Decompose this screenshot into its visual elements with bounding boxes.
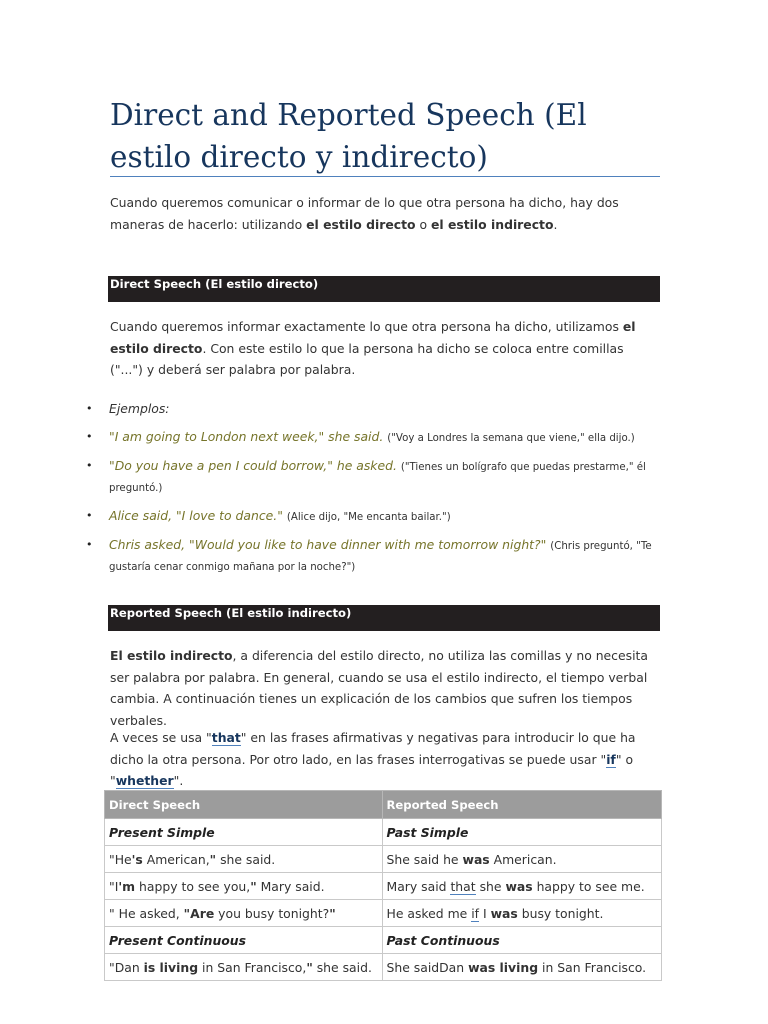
list-item [86,506,662,527]
bold-term: el estilo directo [306,216,416,232]
table-cell: Mary said that she was happy to see me. [382,873,662,900]
page-title: Direct and Reported Speech (El estilo directo y indirecto) [110,98,587,174]
section-heading-reported: Reported Speech (El estilo indirecto) [108,605,660,631]
table-row [105,873,662,900]
column-header-direct: Direct Speech [105,791,383,819]
keyword-if: if [606,751,616,767]
table-row [105,954,662,981]
table-cell: "Dan is living in San Francisco," she said. [105,954,383,981]
tense-label: Past Continuous [382,927,662,954]
list-item [86,456,662,498]
bold-term: el estilo indirecto [431,216,554,232]
table-cell: " He asked, "Are you busy tonight?" [105,900,383,927]
list-item [86,535,662,577]
table-row [105,927,662,954]
example-translation: ("Voy a Londres la semana que viene," ella dijo.) [387,433,635,444]
list-item [86,399,662,418]
title-divider [110,176,660,177]
tense-table [104,790,662,981]
table-cell: He asked me if I was busy tonight. [382,900,662,927]
bold-term: El estilo indirecto [110,648,233,663]
column-header-reported: Reported Speech [382,791,662,819]
table-row [105,900,662,927]
tense-label: Present Continuous [105,927,383,954]
example-quote: "I am going to London next week," she said. [109,429,384,444]
table-cell: "He's American," she said. [105,846,383,873]
example-translation: (Chris preguntó, "Te gustaría cenar conmigo mañana por la noche?") [109,541,652,573]
example-translation: ("Tienes un bolígrafo que puedas prestarme," él preguntó.) [109,462,646,494]
example-quote: "Do you have a pen I could borrow," he asked. [109,458,397,473]
direct-speech-paragraph: Cuando queremos informar exactamente lo que otra persona ha dicho, utilizamos el estilo directo. Con este estilo lo que la persona ha dicho se coloca entre comillas ("...") y deberá ser palabra por palabra. [110,319,636,377]
tense-label: Past Simple [382,819,662,846]
table-cell: "I'm happy to see you," Mary said. [105,873,383,900]
examples-list [86,399,662,577]
keyword-whether: whether [115,773,174,788]
keyword-that: that [211,730,241,745]
example-translation: (Alice dijo, "Me encanta bailar.") [286,512,451,523]
list-item [86,427,662,448]
example-quote: Chris asked, "Would you like to have dinner with me tomorrow night?" [109,537,547,552]
examples-label: Ejemplos: [109,401,170,416]
table-row [105,846,662,873]
tense-label: Present Simple [105,819,383,846]
section-heading-direct: Direct Speech (El estilo directo) [108,276,660,302]
example-quote: Alice said, "I love to dance." [109,508,283,523]
table-header-row [105,791,662,819]
table-row [105,819,662,846]
reported-speech-paragraph: El estilo indirecto, a diferencia del estilo directo, no utiliza las comillas y no necesita ser palabra por palabra. En general, cuando se usa el estilo indirecto, el tiempo verbal cambia. A continuación tienes un explicación de los cambios que sufren los tiempos verbales. [110,648,648,728]
table-cell: She saidDan was living in San Francisco. [382,954,662,981]
intro-paragraph: Cuando queremos comunicar o informar de lo que otra persona ha dicho, hay dos maneras de hacerlo: utilizando el estilo directo o el estilo indirecto. [110,195,619,232]
table-cell: She said he was American. [382,846,662,873]
connectors-paragraph: A veces se usa "that" en las frases afirmativas y negativas para introducir lo que ha dicho la otra persona. Por otro lado, en las frases interrogativas se puede usar "if" o "whether". [110,730,636,788]
bold-term: el estilo directo [110,319,636,356]
